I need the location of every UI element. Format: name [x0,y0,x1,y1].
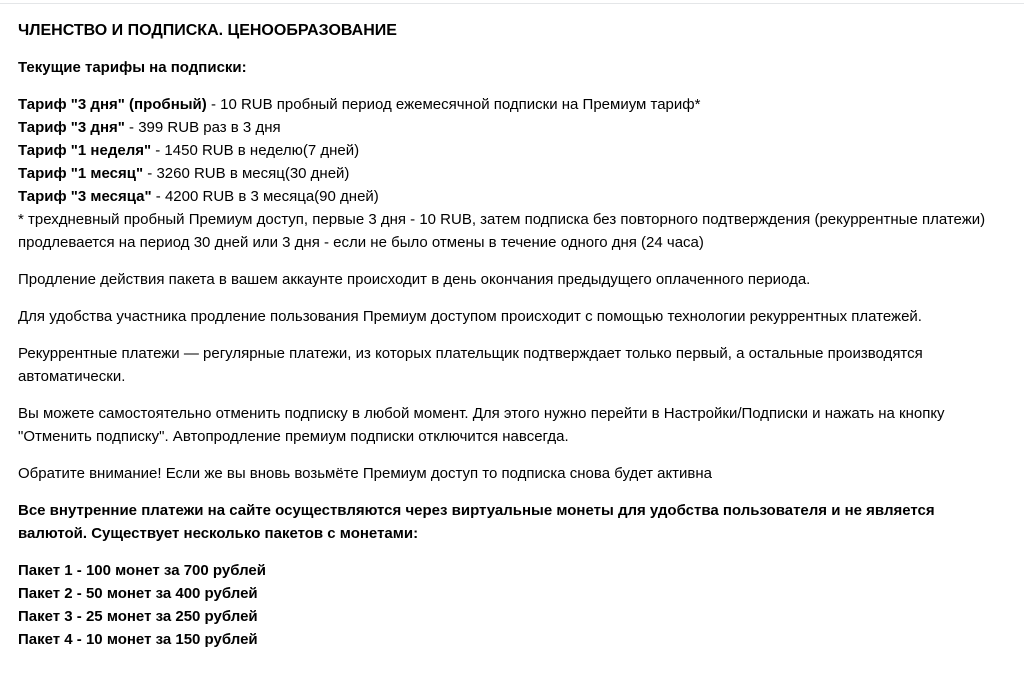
coin-package-line: Пакет 1 - 100 монет за 700 рублей [18,562,266,579]
tariff-details: - 399 RUB раз в 3 дня [124,119,281,136]
tariff-details: - 3260 RUB в месяц(30 дней) [143,165,350,182]
tariff-name: Тариф "3 месяца" [18,188,152,205]
tariff-name: Тариф "1 месяц" [18,165,144,182]
coin-package-line: Пакет 3 - 25 монет за 250 рублей [18,608,258,625]
tariff-line [18,162,1006,185]
tariff-line [18,93,1006,116]
paragraph-cancel: Вы можете самостоятельно отменить подписку в любой момент. Для этого нужно перейти в Настройки/Подписки и нажать на кнопку "Отменить подписку". Автопродление премиум подписки отключится навсегда. [18,405,945,445]
tariff-details: - 10 RUB пробный период ежемесячной подписки на Премиум тариф* [206,96,701,113]
coin-packages [18,559,1006,651]
tariff-line [18,116,1006,139]
page-title: ЧЛЕНСТВО И ПОДПИСКА. ЦЕНООБРАЗОВАНИЕ [18,22,397,39]
paragraph-notice: Обратите внимание! Если же вы вновь возьмёте Премиум доступ то подписка снова будет активна [18,465,713,482]
coin-package-line: Пакет 2 - 50 монет за 400 рублей [18,585,258,602]
coin-package-line: Пакет 4 - 10 монет за 150 рублей [18,631,258,648]
subtitle: Текущие тарифы на подписки: [18,59,247,76]
tariff-name: Тариф "1 неделя" [18,142,152,159]
tariff-list [18,93,1006,254]
tariff-name: Тариф "3 дня" (пробный) [18,96,207,113]
tariff-line [18,139,1006,162]
tariff-details: - 1450 RUB в неделю(7 дней) [151,142,360,159]
coins-intro: Все внутренние платежи на сайте осуществляются через виртуальные монеты для удобства пользователя и не является валютой. Существует несколько пакетов с монетами: [18,502,935,542]
tariff-footnote: * трехдневный пробный Премиум доступ, первые 3 дня - 10 RUB, затем подписка без повторного подтверждения (рекуррентные платежи) продлевается на период 30 дней или 3 дня - если не было отмены в течение одного дня (24 часа) [18,211,986,251]
tariff-name: Тариф "3 дня" [18,119,125,136]
paragraph-renewal: Продление действия пакета в вашем аккаунте происходит в день окончания предыдущего оплаченного периода. [18,271,811,288]
tariff-details: - 4200 RUB в 3 месяца(90 дней) [151,188,379,205]
document-page [0,4,1024,651]
paragraph-recurring-def: Рекуррентные платежи — регулярные платежи, из которых плательщик подтверждает только первый, а остальные производятся автоматически. [18,345,923,385]
paragraph-recurring-tech: Для удобства участника продление пользования Премиум доступом происходит с помощью технологии рекуррентных платежей. [18,308,922,325]
tariff-line [18,185,1006,208]
